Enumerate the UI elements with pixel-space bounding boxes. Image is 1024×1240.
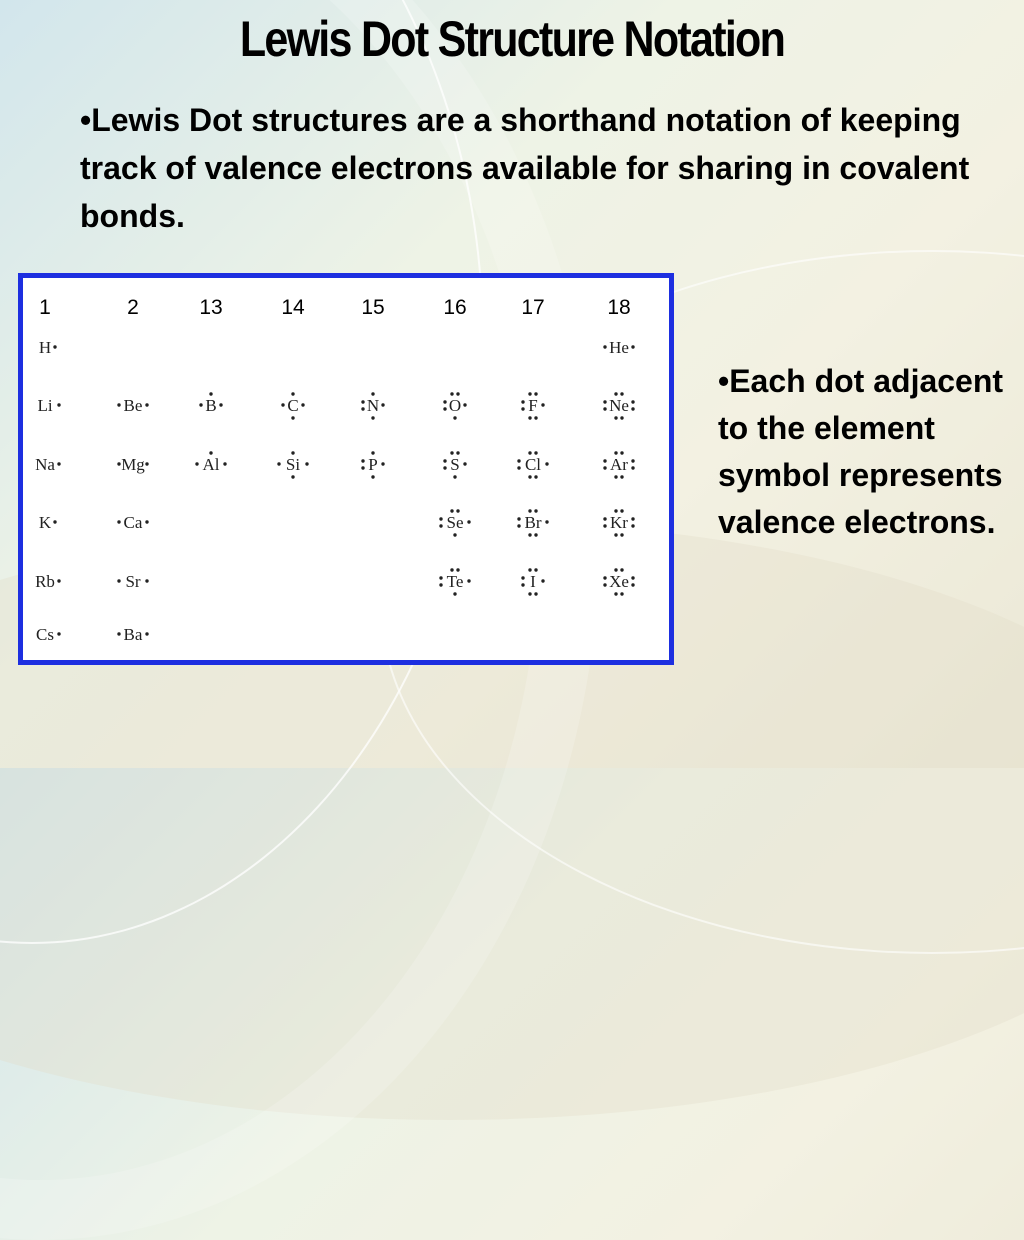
valence-dot	[620, 392, 623, 395]
element-k	[13, 503, 77, 543]
valence-dot	[57, 403, 60, 406]
valence-dot	[631, 407, 634, 410]
valence-dot	[145, 579, 148, 582]
element-f	[501, 386, 565, 426]
valence-dots	[587, 562, 651, 602]
valence-dot	[117, 520, 120, 523]
element-si	[261, 445, 325, 485]
valence-dot	[614, 533, 617, 536]
valence-dot	[614, 475, 617, 478]
slide-title: Lewis Dot Structure Notation	[239, 11, 785, 67]
valence-dot	[450, 568, 453, 571]
element-symbol: Te	[446, 572, 464, 591]
valence-dot	[361, 400, 364, 403]
valence-dot	[57, 632, 60, 635]
bullet-text-2: •Each dot adjacent to the element symbol represents valence electrons.	[718, 363, 1004, 540]
element-symbol: Xe	[609, 572, 629, 591]
valence-dot	[631, 576, 634, 579]
element-s	[423, 445, 487, 485]
valence-dots	[587, 503, 651, 543]
valence-dot	[145, 462, 148, 465]
valence-dot	[199, 403, 202, 406]
element-symbol: B	[205, 396, 217, 415]
valence-dot	[281, 403, 284, 406]
valence-dot	[545, 462, 548, 465]
valence-dot	[456, 509, 459, 512]
valence-dots	[13, 503, 77, 543]
element-symbol: Rb	[35, 572, 55, 591]
valence-dot	[439, 517, 442, 520]
valence-dot	[381, 403, 384, 406]
valence-dot	[631, 400, 634, 403]
element-h	[13, 328, 77, 368]
valence-dot	[463, 403, 466, 406]
element-symbol: F	[528, 396, 538, 415]
valence-dots	[587, 328, 651, 368]
element-rb	[13, 562, 77, 602]
valence-dot	[453, 416, 456, 419]
valence-dot	[195, 462, 198, 465]
valence-dots	[261, 445, 325, 485]
valence-dot	[517, 517, 520, 520]
valence-dot	[145, 403, 148, 406]
element-symbol: Ne	[609, 396, 629, 415]
element-symbol: Li	[37, 396, 53, 415]
group-label-14: 14	[281, 296, 305, 319]
valence-dot	[521, 576, 524, 579]
valence-dot	[534, 533, 537, 536]
valence-dot	[534, 392, 537, 395]
valence-dots	[423, 386, 487, 426]
element-ar	[587, 445, 651, 485]
valence-dot	[528, 475, 531, 478]
valence-dot	[521, 583, 524, 586]
element-cs	[13, 615, 77, 655]
valence-dot	[381, 462, 384, 465]
element-p	[341, 445, 405, 485]
element-se	[423, 503, 487, 543]
valence-dot	[541, 579, 544, 582]
valence-dots	[501, 445, 565, 485]
valence-dot	[528, 568, 531, 571]
valence-dot	[620, 416, 623, 419]
valence-dot	[631, 345, 634, 348]
element-mg	[101, 445, 165, 485]
valence-dot	[541, 403, 544, 406]
group-label-2: 2	[127, 296, 139, 319]
element-symbol: C	[287, 396, 299, 415]
valence-dot	[528, 533, 531, 536]
valence-dot	[291, 392, 294, 395]
valence-dot	[305, 462, 308, 465]
bullet-text-1: •Lewis Dot structures are a shorthand notation of keeping track of valence electrons available for sharing in covalent bonds.	[80, 102, 970, 234]
valence-dot	[545, 520, 548, 523]
valence-dots	[101, 562, 165, 602]
valence-dot	[467, 520, 470, 523]
valence-dots	[179, 445, 243, 485]
valence-dot	[534, 592, 537, 595]
valence-dot	[534, 451, 537, 454]
valence-dot	[453, 592, 456, 595]
valence-dots	[101, 386, 165, 426]
valence-dot	[528, 592, 531, 595]
valence-dot	[53, 345, 56, 348]
valence-dot	[603, 466, 606, 469]
valence-dot	[603, 583, 606, 586]
element-symbol: Kr	[610, 513, 628, 532]
valence-dot	[603, 407, 606, 410]
valence-dots	[101, 503, 165, 543]
valence-dot	[620, 451, 623, 454]
valence-dot	[443, 459, 446, 462]
group-label-17: 17	[521, 296, 545, 319]
valence-dot	[534, 416, 537, 419]
valence-dot	[371, 451, 374, 454]
valence-dot	[534, 475, 537, 478]
valence-dot	[603, 345, 606, 348]
valence-dots	[101, 615, 165, 655]
element-ca	[101, 503, 165, 543]
element-i	[501, 562, 565, 602]
element-symbol: Se	[446, 513, 464, 532]
valence-dot	[371, 416, 374, 419]
valence-dot	[614, 592, 617, 595]
valence-dot	[371, 392, 374, 395]
element-symbol: N	[366, 396, 380, 415]
valence-dots	[13, 386, 77, 426]
valence-dots	[13, 615, 77, 655]
valence-dots	[423, 445, 487, 485]
valence-dot	[603, 576, 606, 579]
element-ne	[587, 386, 651, 426]
element-symbol: Ar	[610, 455, 628, 474]
element-sr	[101, 562, 165, 602]
valence-dot	[361, 407, 364, 410]
element-be	[101, 386, 165, 426]
element-symbol: S	[450, 455, 460, 474]
element-kr	[587, 503, 651, 543]
valence-dots	[587, 386, 651, 426]
valence-dot	[620, 475, 623, 478]
valence-dot	[450, 451, 453, 454]
element-symbol: He	[609, 338, 629, 357]
element-symbol: Si	[285, 455, 301, 474]
valence-dot	[145, 520, 148, 523]
valence-dot	[361, 466, 364, 469]
valence-dot	[521, 400, 524, 403]
valence-dot	[631, 524, 634, 527]
valence-dot	[603, 400, 606, 403]
valence-dot	[631, 466, 634, 469]
element-symbol: Br	[524, 513, 542, 532]
element-ba	[101, 615, 165, 655]
valence-dot	[439, 524, 442, 527]
valence-dot	[528, 451, 531, 454]
element-te	[423, 562, 487, 602]
valence-dot	[57, 579, 60, 582]
valence-dots	[501, 503, 565, 543]
valence-dot	[528, 416, 531, 419]
valence-dot	[439, 576, 442, 579]
valence-dot	[517, 524, 520, 527]
valence-dot	[453, 533, 456, 536]
valence-dot	[631, 517, 634, 520]
element-symbol: Sr	[125, 572, 141, 591]
valence-dot	[53, 520, 56, 523]
valence-dot	[517, 459, 520, 462]
valence-dots	[501, 386, 565, 426]
valence-dots	[341, 386, 405, 426]
valence-dot	[443, 407, 446, 410]
element-n	[341, 386, 405, 426]
element-symbol: Ca	[123, 513, 143, 532]
valence-dot	[528, 392, 531, 395]
valence-dots	[101, 445, 165, 485]
element-o	[423, 386, 487, 426]
valence-dot	[456, 451, 459, 454]
group-label-15: 15	[361, 296, 385, 319]
valence-dots	[501, 562, 565, 602]
valence-dot	[620, 509, 623, 512]
valence-dot	[219, 403, 222, 406]
valence-dots	[13, 445, 77, 485]
valence-dot	[450, 509, 453, 512]
valence-dot	[620, 533, 623, 536]
valence-dot	[453, 475, 456, 478]
valence-dots	[423, 503, 487, 543]
valence-dot	[361, 459, 364, 462]
valence-dot	[521, 407, 524, 410]
group-label-18: 18	[607, 296, 631, 319]
valence-dots	[587, 445, 651, 485]
valence-dot	[603, 517, 606, 520]
valence-dots	[13, 562, 77, 602]
group-label-16: 16	[443, 296, 467, 319]
valence-dot	[291, 475, 294, 478]
valence-dots	[261, 386, 325, 426]
lewis-dot-table-image	[18, 273, 674, 665]
valence-dot	[456, 568, 459, 571]
element-symbol: Na	[35, 455, 55, 474]
element-c	[261, 386, 325, 426]
valence-dot	[517, 466, 520, 469]
element-symbol: Cl	[524, 455, 542, 474]
element-he	[587, 328, 651, 368]
valence-dot	[603, 459, 606, 462]
valence-dot	[631, 583, 634, 586]
element-li	[13, 386, 77, 426]
element-symbol: I	[530, 572, 536, 591]
valence-dot	[117, 403, 120, 406]
valence-dot	[209, 392, 212, 395]
element-symbol: Be	[123, 396, 143, 415]
element-symbol: H	[38, 338, 52, 357]
valence-dot	[117, 632, 120, 635]
valence-dot	[145, 632, 148, 635]
valence-dot	[456, 392, 459, 395]
valence-dot	[614, 451, 617, 454]
element-symbol: Cs	[36, 625, 54, 644]
valence-dots	[423, 562, 487, 602]
element-xe	[587, 562, 651, 602]
group-label-13: 13	[199, 296, 223, 319]
valence-dot	[439, 583, 442, 586]
valence-dot	[534, 568, 537, 571]
element-symbol: O	[448, 396, 462, 415]
valence-dots	[341, 445, 405, 485]
valence-dot	[443, 400, 446, 403]
valence-dot	[291, 451, 294, 454]
element-symbol: Ba	[123, 625, 143, 644]
valence-dot	[277, 462, 280, 465]
valence-dot	[450, 392, 453, 395]
valence-dot	[614, 509, 617, 512]
element-b	[179, 386, 243, 426]
element-symbol: Al	[202, 455, 220, 474]
valence-dot	[614, 416, 617, 419]
valence-dot	[631, 459, 634, 462]
valence-dot	[620, 592, 623, 595]
valence-dot	[614, 392, 617, 395]
element-symbol: Mg	[121, 455, 145, 474]
element-symbol: K	[38, 513, 52, 532]
valence-dot	[443, 466, 446, 469]
valence-dot	[209, 451, 212, 454]
valence-dot	[534, 509, 537, 512]
element-cl	[501, 445, 565, 485]
valence-dot	[117, 462, 120, 465]
valence-dot	[528, 509, 531, 512]
valence-dots	[179, 386, 243, 426]
valence-dot	[291, 416, 294, 419]
element-br	[501, 503, 565, 543]
element-symbol: P	[368, 455, 378, 474]
valence-dot	[603, 524, 606, 527]
valence-dot	[371, 475, 374, 478]
valence-dot	[467, 579, 470, 582]
valence-dot	[614, 568, 617, 571]
valence-dot	[57, 462, 60, 465]
valence-dot	[117, 579, 120, 582]
valence-dot	[463, 462, 466, 465]
group-label-1: 1	[39, 296, 51, 319]
element-na	[13, 445, 77, 485]
valence-dot	[620, 568, 623, 571]
element-al	[179, 445, 243, 485]
valence-dot	[301, 403, 304, 406]
valence-dots	[13, 328, 77, 368]
valence-dot	[223, 462, 226, 465]
